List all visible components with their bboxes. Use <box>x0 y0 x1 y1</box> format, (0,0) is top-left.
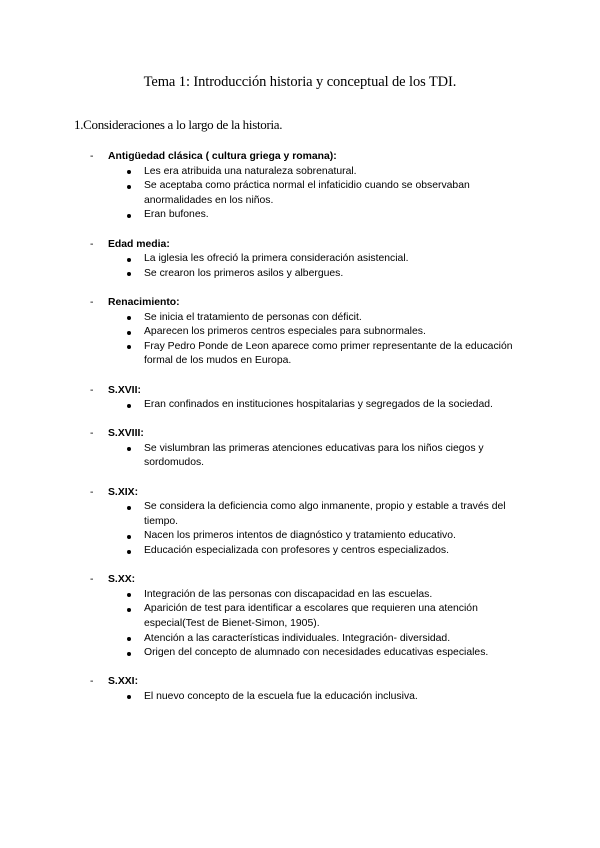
list-item-text: Atención a las características individuales. Integración- diversidad. <box>144 632 451 644</box>
list-item <box>0 325 520 340</box>
list-item-text: Eran bufones. <box>144 209 209 221</box>
list-item <box>0 208 520 223</box>
period-list <box>0 150 600 719</box>
period-header <box>0 573 600 588</box>
list-item-text: Aparición de test para identificar a escolares que requieren una atención especial(Test de Bienet-Simon, 1905). <box>144 603 478 629</box>
list-item-text: Integración de las personas con discapacidad en las escuelas. <box>144 588 433 600</box>
period-items <box>0 252 600 281</box>
period-section <box>0 150 600 223</box>
bullet-icon <box>127 652 131 656</box>
period-header <box>0 675 600 690</box>
period-header <box>0 427 600 442</box>
period-header <box>0 384 600 399</box>
list-item-text: El nuevo concepto de la escuela fue la educación inclusiva. <box>144 690 418 702</box>
period-section <box>0 296 600 369</box>
dash-marker: - <box>90 574 94 586</box>
list-item <box>0 690 520 705</box>
bullet-icon <box>127 345 131 349</box>
list-item <box>0 500 520 529</box>
period-title: S.XVIII: <box>108 428 144 440</box>
list-item-text: Aparecen los primeros centros especiales para subnormales. <box>144 326 426 338</box>
period-section <box>0 573 600 661</box>
list-item <box>0 602 520 631</box>
period-section <box>0 486 600 559</box>
period-title: S.XX: <box>108 574 136 586</box>
bullet-icon <box>127 506 131 510</box>
period-title: Edad media: <box>108 238 170 250</box>
list-item <box>0 267 520 282</box>
list-item-text: Se considera la deficiencia como algo inmanente, propio y estable a través del tiempo. <box>144 501 506 527</box>
period-section <box>0 384 600 413</box>
dash-marker: - <box>90 151 94 162</box>
list-item-text: Se vislumbran las primeras atenciones educativas para los niños ciegos y sordomudos. <box>144 442 484 469</box>
period-items <box>0 165 600 223</box>
dash-marker: - <box>90 428 94 440</box>
period-section <box>0 427 600 471</box>
page-title: Tema 1: Introducción historia y conceptual de los TDI. <box>143 74 457 90</box>
period-items <box>0 690 600 705</box>
list-item-text: Fray Pedro Ponde de Leon aparece como primer representante de la educación formal de los mudos en Europa. <box>144 340 513 367</box>
list-item-text: Eran confinados en instituciones hospitalarias y segregados de la sociedad. <box>144 399 493 411</box>
bullet-icon <box>127 593 131 597</box>
period-header <box>0 486 600 501</box>
period-items <box>0 398 600 413</box>
bullet-icon <box>127 185 131 189</box>
bullet-icon <box>127 608 131 612</box>
period-title: Antigüedad clásica ( cultura griega y romana): <box>108 151 337 162</box>
list-item-text: Se aceptaba como práctica normal el infaticidio cuando se observaban anormalidades en los niños. <box>144 180 470 206</box>
period-header <box>0 150 600 165</box>
list-item <box>0 646 520 661</box>
period-items <box>0 500 600 558</box>
list-item <box>0 311 520 326</box>
list-item <box>0 442 520 471</box>
period-items <box>0 442 600 471</box>
dash-marker: - <box>90 384 94 396</box>
list-item <box>0 544 520 559</box>
bullet-icon <box>127 404 131 408</box>
list-item <box>0 398 520 413</box>
dash-marker: - <box>90 296 94 308</box>
list-item <box>0 165 520 180</box>
list-item-text: Les era atribuida una naturaleza sobrenatural. <box>144 165 357 177</box>
dash-marker: - <box>90 486 94 498</box>
period-section <box>0 675 600 704</box>
period-title: S.XXI: <box>108 676 139 688</box>
list-item <box>0 588 520 603</box>
bullet-icon <box>127 447 131 451</box>
period-header <box>0 238 600 253</box>
period-title: S.XIX: <box>108 486 139 498</box>
period-title: S.XVII: <box>108 384 141 396</box>
list-item-text: Educación especializada con profesores y centros especializados. <box>144 545 449 557</box>
period-items <box>0 311 600 369</box>
list-item-text: Se inicia el tratamiento de personas con déficit. <box>144 311 362 323</box>
bullet-icon <box>127 331 131 335</box>
bullet-icon <box>127 214 131 218</box>
bullet-icon <box>127 258 131 262</box>
dash-marker: - <box>90 238 94 250</box>
list-item <box>0 179 520 208</box>
list-item <box>0 252 520 267</box>
period-title: Renacimiento: <box>108 296 180 308</box>
period-section <box>0 238 600 282</box>
bullet-icon <box>127 535 131 539</box>
bullet-icon <box>127 170 131 174</box>
list-item-text: Origen del concepto de alumnado con necesidades educativas especiales. <box>144 647 489 659</box>
bullet-icon <box>127 637 131 641</box>
bullet-icon <box>127 550 131 554</box>
bullet-icon <box>127 272 131 276</box>
period-items <box>0 588 600 661</box>
list-item-text: La iglesia les ofreció la primera consideración asistencial. <box>144 253 409 265</box>
dash-marker: - <box>90 676 94 688</box>
list-item-text: Se crearon los primeros asilos y albergues. <box>144 267 344 279</box>
list-item <box>0 529 520 544</box>
bullet-icon <box>127 695 131 699</box>
list-item <box>0 632 520 647</box>
period-header <box>0 296 600 311</box>
list-item-text: Nacen los primeros intentos de diagnóstico y tratamiento educativo. <box>144 530 456 542</box>
bullet-icon <box>127 316 131 320</box>
section-heading: 1.Consideraciones a lo largo de la historia. <box>74 117 283 132</box>
list-item <box>0 340 520 369</box>
